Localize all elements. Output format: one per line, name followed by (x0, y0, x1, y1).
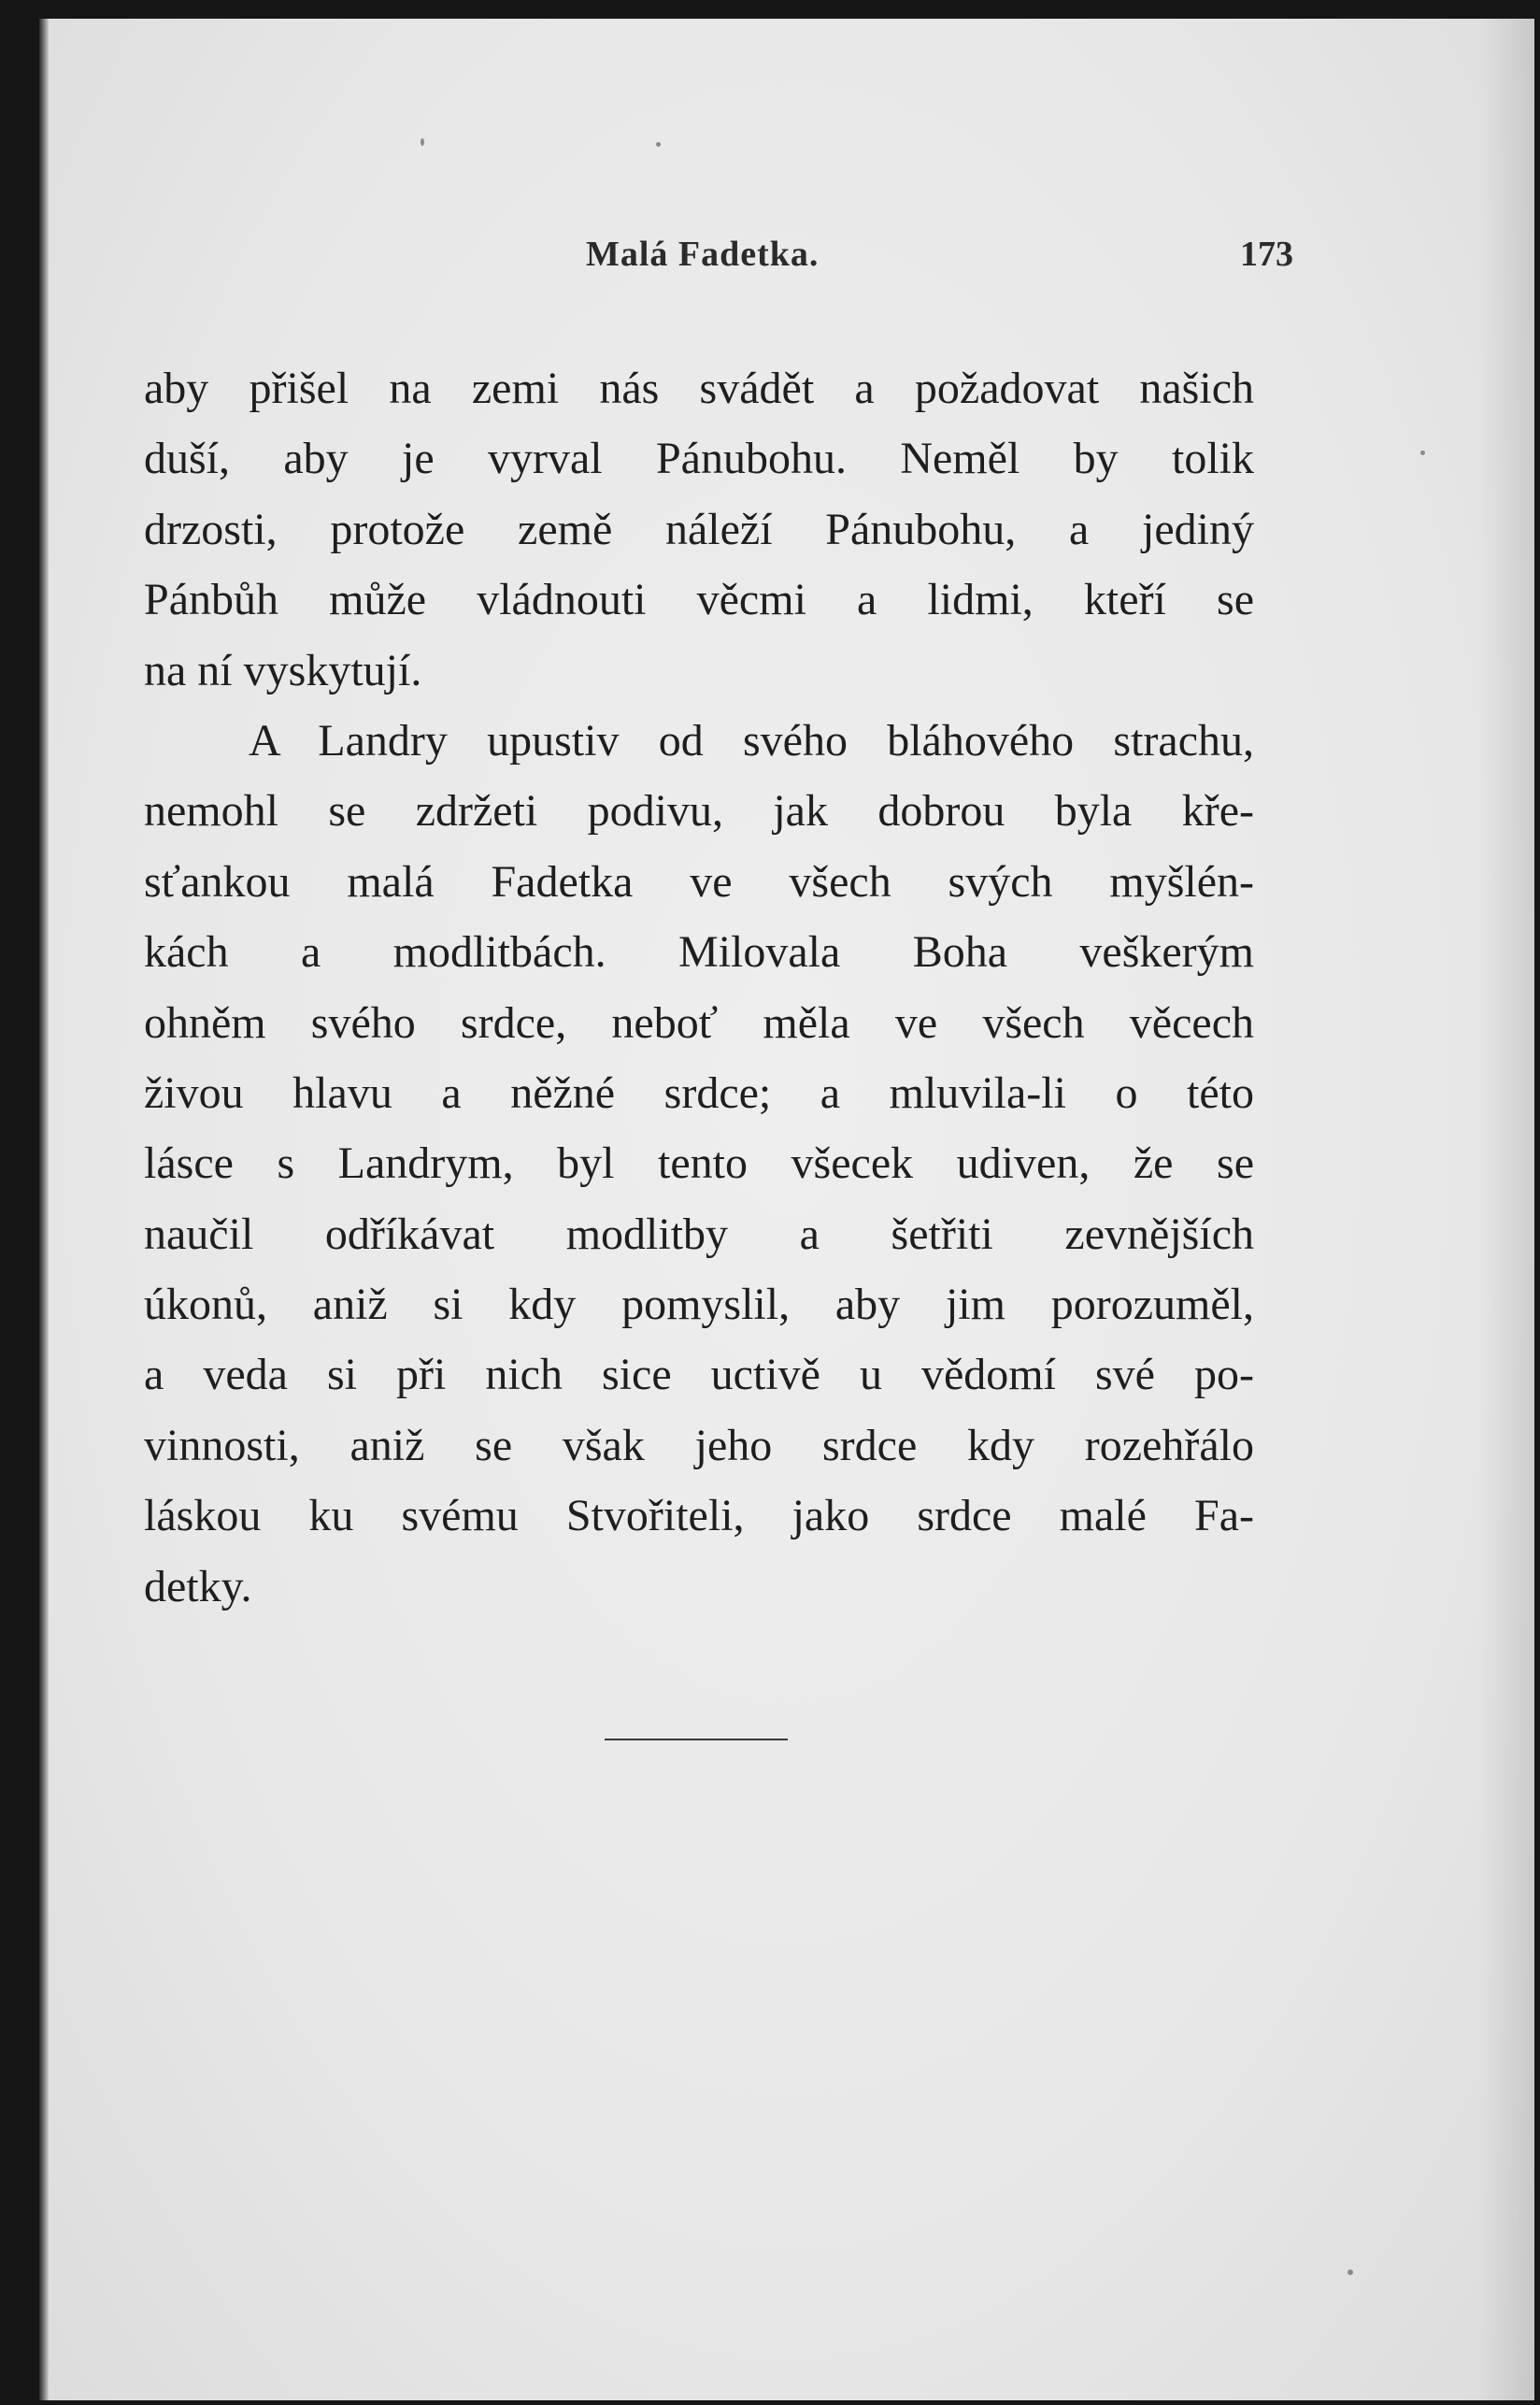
scan-speck (1348, 2269, 1353, 2275)
text-line: detky. (144, 1561, 252, 1611)
text-line: vinnosti, aniž se však jeho srdce kdy rozehřálo (144, 1420, 1254, 1470)
chapter-end-rule (605, 1739, 788, 1740)
text-line: duší, aby je vyrval Pánubohu. Neměl by tolik (144, 434, 1254, 484)
text-line: ohněm svého srdce, neboť měla ve všech věcech (144, 997, 1254, 1048)
text-line: A Landry upustiv od svého bláhového strachu, (249, 715, 1254, 766)
text-line: naučil odříkávat modlitby a šetřiti zevnějších (144, 1209, 1254, 1259)
text-line: a veda si při nich sice uctivě u vědomí své po- (144, 1350, 1254, 1400)
text-line: láskou ku svému Stvořiteli, jako srdce malé Fa- (144, 1491, 1254, 1541)
running-title: Malá Fadetka. (586, 235, 820, 274)
text-line: nemohl se zdržeti podivu, jak dobrou byla kře- (144, 786, 1254, 837)
page-fold-shadow (39, 19, 49, 2400)
body-text (144, 353, 1254, 1622)
text-line: kách a modlitbách. Milovala Boha veškerým (144, 927, 1254, 978)
page-number: 173 (1240, 235, 1293, 274)
book-page (39, 19, 1534, 2400)
text-line: aby přišel na zemi nás svádět a požadovat našich (144, 364, 1254, 413)
text-line: sťankou malá Fadetka ve všech svých myšlén- (144, 856, 1254, 907)
scan-speck (421, 138, 424, 146)
text-line: lásce s Landrym, byl tento všecek udiven, že se (144, 1138, 1254, 1189)
text-line: úkonů, aniž si kdy pomyslil, aby jim porozuměl, (144, 1280, 1254, 1330)
text-line: Pánbůh může vládnouti věcmi a lidmi, kteří se (144, 575, 1254, 625)
page-edge-shadow (1478, 19, 1534, 2400)
text-line: živou hlavu a něžné srdce; a mluvila-li o této (144, 1067, 1254, 1118)
scan-speck (1420, 451, 1425, 455)
scan-speck (656, 142, 661, 147)
text-line: na ní vyskytují. (144, 645, 422, 695)
text-line: drzosti, protože země náleží Pánubohu, a jediný (144, 504, 1254, 554)
page-header (144, 234, 1293, 290)
